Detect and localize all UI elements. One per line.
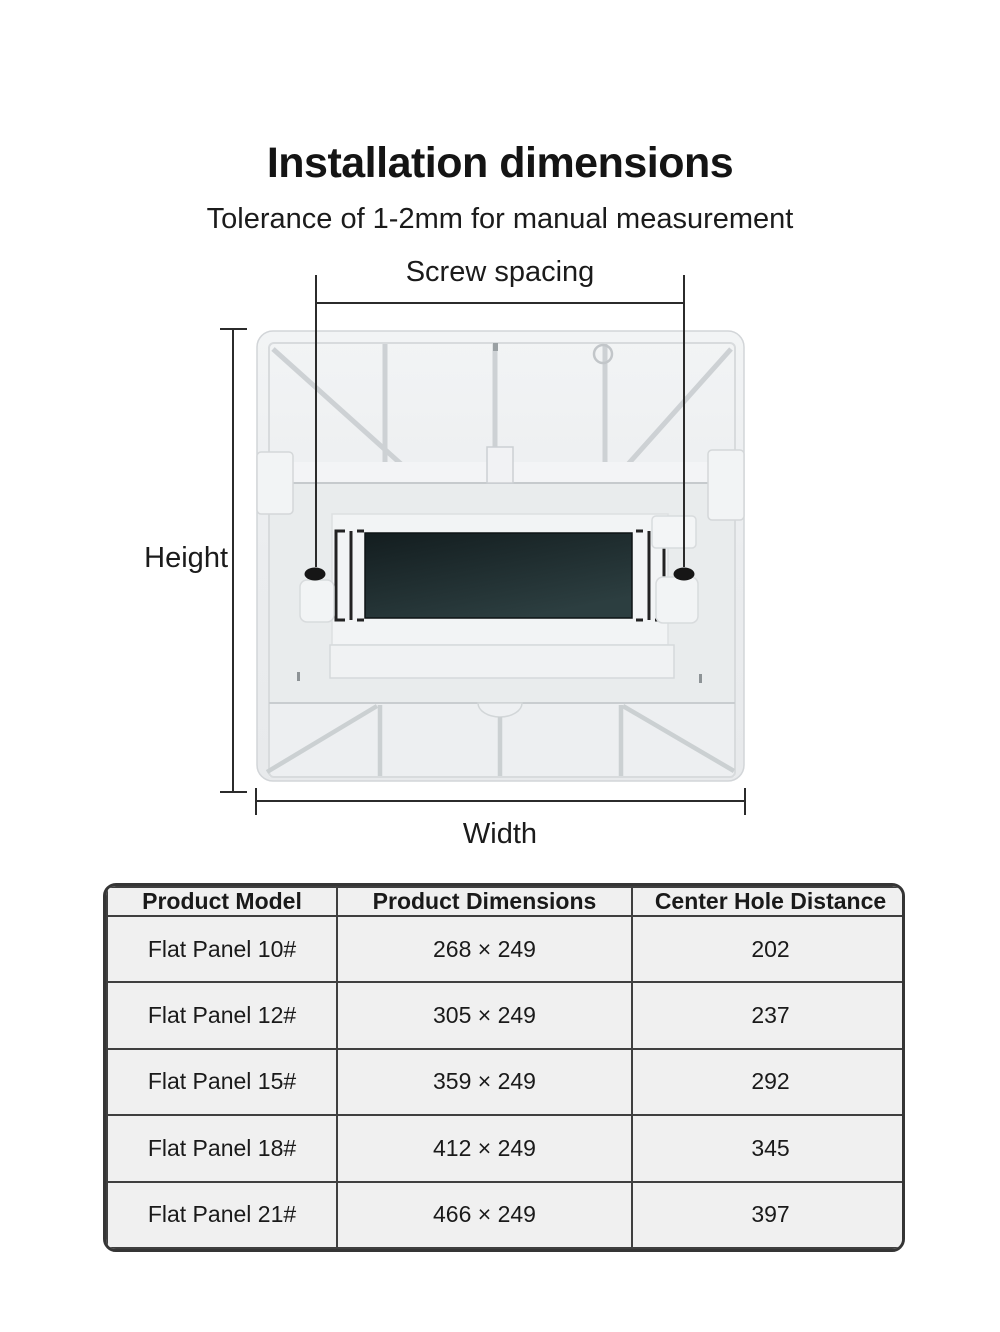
right-upper-lug xyxy=(652,516,696,548)
cell-model: Flat Panel 10# xyxy=(107,916,337,982)
width-label: Width xyxy=(462,818,538,850)
cell-model: Flat Panel 12# xyxy=(107,982,337,1048)
table-row xyxy=(107,982,905,1048)
left-screw-lug xyxy=(300,580,334,622)
cell-dimensions: 305 × 249 xyxy=(337,982,632,1048)
right-screw-hole-icon xyxy=(674,568,695,581)
cell-dimensions: 268 × 249 xyxy=(337,916,632,982)
cell-model: Flat Panel 21# xyxy=(107,1182,337,1248)
table-row xyxy=(107,916,905,982)
window-opening xyxy=(365,533,632,618)
screw-spacing-label: Screw spacing xyxy=(405,256,595,288)
table-row xyxy=(107,1182,905,1248)
dimensions-table xyxy=(103,883,905,1252)
cell-center-hole: 397 xyxy=(632,1182,905,1248)
cell-dimensions: 466 × 249 xyxy=(337,1182,632,1248)
height-label: Height xyxy=(144,542,228,574)
cell-center-hole: 202 xyxy=(632,916,905,982)
page-subtitle: Tolerance of 1-2mm for manual measurement xyxy=(206,203,794,235)
header-product-dimensions: Product Dimensions xyxy=(337,887,632,916)
header-center-hole-distance: Center Hole Distance xyxy=(632,887,905,916)
cell-center-hole: 345 xyxy=(632,1115,905,1181)
spec-table xyxy=(106,886,905,1249)
cell-model: Flat Panel 15# xyxy=(107,1049,337,1115)
rib-notch xyxy=(493,343,498,351)
cell-center-hole: 237 xyxy=(632,982,905,1048)
cell-dimensions: 412 × 249 xyxy=(337,1115,632,1181)
cell-center-hole: 292 xyxy=(632,1049,905,1115)
right-screw-lug xyxy=(656,577,698,623)
cell-dimensions: 359 × 249 xyxy=(337,1049,632,1115)
cell-model: Flat Panel 18# xyxy=(107,1115,337,1181)
table-row xyxy=(107,1049,905,1115)
din-rail-window xyxy=(300,514,698,678)
table-row xyxy=(107,1115,905,1181)
left-screw-hole-icon xyxy=(305,568,326,581)
installation-diagram xyxy=(0,240,1000,870)
table-header-row xyxy=(107,887,905,916)
page-title: Installation dimensions xyxy=(266,138,734,187)
header-product-model: Product Model xyxy=(107,887,337,916)
